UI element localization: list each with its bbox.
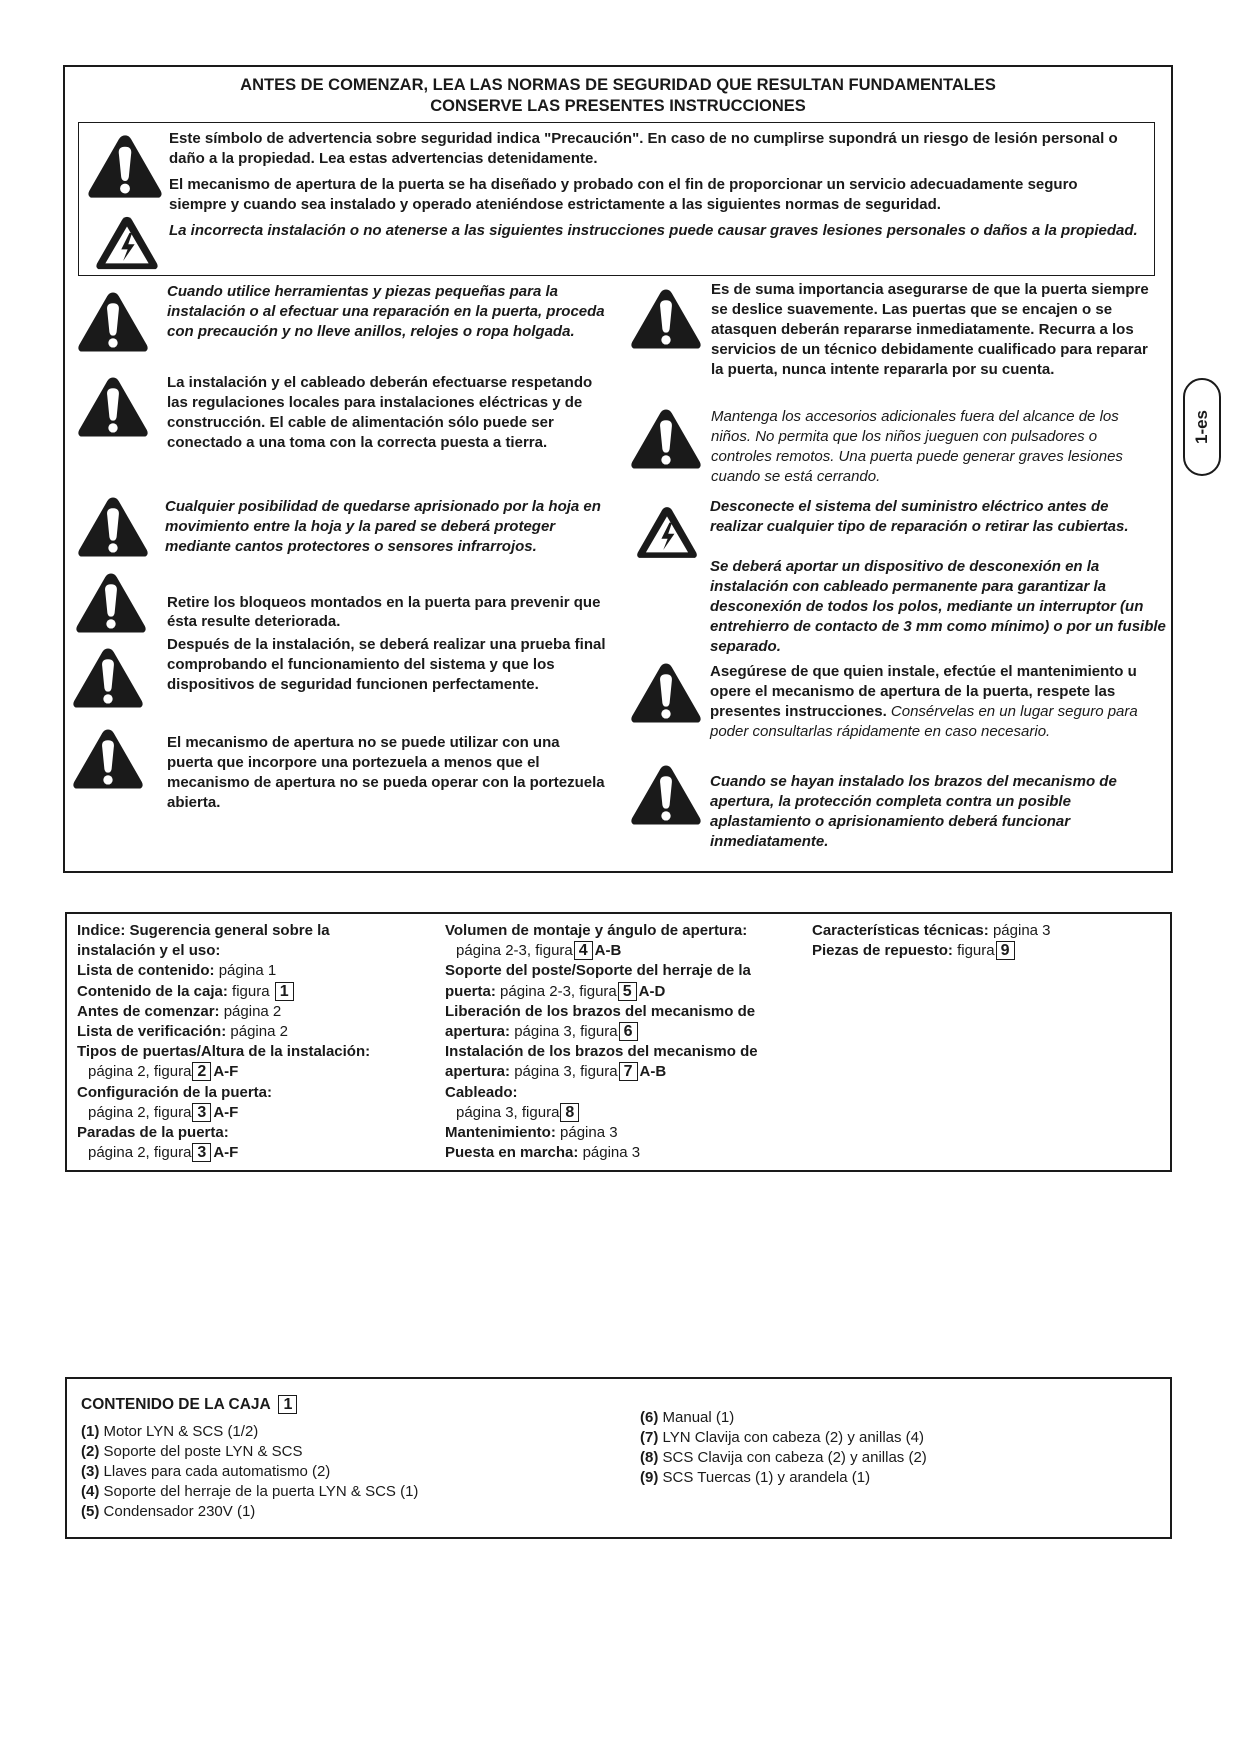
warning-triangle-icon: [77, 375, 149, 439]
index-ref-door-stops: página 2, figura 3 A-F: [88, 1144, 239, 1162]
warning-triangle-icon: [72, 646, 144, 710]
index-item-arm-install[interactable]: Instalación de los brazos del mecanismo de: [445, 1043, 758, 1061]
index-ref-arm-install: apertura: página 3, figura 7 A-B: [445, 1063, 667, 1081]
index-item-contents-list[interactable]: Lista de contenido: página 1: [77, 962, 277, 980]
contents-list-right: [640, 1408, 927, 1488]
right-warning-instructions: [710, 662, 1160, 742]
figure-ref: 5: [618, 982, 637, 1001]
page-number-badge: 1-es: [1183, 378, 1221, 476]
index-box: [65, 912, 1172, 1172]
index-heading-1: Indice: Sugerencia general sobre la: [77, 922, 330, 939]
index-item-wiring[interactable]: Cableado:: [445, 1083, 518, 1101]
intro-paragraph-2: El mecanismo de apertura de la puerta se ha diseñado y probado con el fin de proporcionar un servicio adecuadamente seguro siempre y cuando sea instalado y operado ateniéndose estrictamente a las siguientes normas de seguridad.: [169, 176, 1078, 213]
index-ref-post-bracket: puerta: página 2-3, figura 5 A-D: [445, 982, 666, 1000]
warning-triangle-icon: [630, 287, 702, 351]
index-item-door-stops[interactable]: Paradas de la puerta:: [77, 1124, 229, 1142]
right-warning-disconnect: Desconecte el sistema del suministro eléctrico antes de realizar cualquier tipo de reparación o retirar las cubiertas.: [710, 498, 1129, 535]
index-item-startup[interactable]: Puesta en marcha: página 3: [445, 1144, 641, 1162]
contents-title: CONTENIDO DE LA CAJA 1: [81, 1395, 299, 1415]
list-item: (9) SCS Tuercas (1) y arandela (1): [640, 1469, 871, 1486]
left-warning-entrapment: Cualquier posibilidad de quedarse aprisionado por la hoja en movimiento entre la hoja y la pared se deberá proteger mediante cantos protectores o sensores infrarrojos.: [165, 498, 601, 555]
index-item-spare-parts[interactable]: Piezas de repuesto: figura 9: [812, 941, 1051, 961]
left-warning-locks: Retire los bloqueos montados en la puerta para prevenir que ésta resulte deteriorada.: [167, 594, 601, 630]
list-item: (4) Soporte del herraje de la puerta LYN & SCS (1): [81, 1483, 419, 1500]
warning-triangle-icon: [77, 290, 149, 354]
figure-ref: 3: [192, 1103, 211, 1122]
safety-title-line1: ANTES DE COMENZAR, LEA LAS NORMAS DE SEGURIDAD QUE RESULTAN FUNDAMENTALES: [240, 76, 996, 94]
index-ref-arm-release: apertura: página 3, figura 6: [445, 1022, 758, 1042]
list-item: (3) Llaves para cada automatismo (2): [81, 1463, 331, 1480]
index-item-box-contents[interactable]: Contenido de la caja: figura 1: [77, 982, 370, 1002]
right-warning-children: Mantenga los accesorios adicionales fuera del alcance de los niños. No permita que los niños jueguen con pulsadores o controles remotos. Una puerta puede generar graves lesiones cuando se está cerrando.: [711, 408, 1123, 485]
warning-triangle-icon: [630, 407, 702, 471]
index-item-tech-specs[interactable]: Características técnicas: página 3: [812, 922, 1051, 939]
left-warning-wicket-door: El mecanismo de apertura no se puede utilizar con una puerta que incorpore una portezuela a menos que el mecanismo de apertura no se pueda operar con la portezuela abierta.: [167, 734, 605, 811]
list-item: (5) Condensador 230V (1): [81, 1503, 256, 1520]
safety-box: [63, 65, 1173, 873]
list-item: (8) SCS Clavija con cabeza (2) y anillas (2): [640, 1449, 927, 1466]
index-item-door-config[interactable]: Configuración de la puerta:: [77, 1083, 273, 1101]
index-item-checklist[interactable]: Lista de verificación: página 2: [77, 1023, 288, 1041]
index-item-arm-release[interactable]: Liberación de los brazos del mecanismo de: [445, 1002, 756, 1020]
figure-ref: 6: [619, 1022, 638, 1041]
intro-paragraph-1: Este símbolo de advertencia sobre seguridad indica "Precaución". En caso de no cumplirse supondrá un riesgo de lesión personal o daño a la propiedad. Lea estas advertencias detenidamente.: [169, 130, 1118, 167]
right-warning-disconnect-device: Se deberá aportar un dispositivo de desconexión en la instalación con cableado permanente para garantizar la desconexión de todos los polos, mediante un interruptor (un entrehierro de contacto de 3 mm como mínimo) o por un fusible separado.: [710, 558, 1166, 655]
electrical-hazard-icon: [95, 215, 159, 271]
index-column-2: [445, 921, 758, 1163]
figure-ref: 9: [996, 941, 1015, 960]
left-warning-final-test: Después de la instalación, se deberá realizar una prueba final comprobando el funcionamiento del sistema y que los dispositivos de seguridad funcionen perfectamente.: [167, 636, 606, 693]
warning-triangle-icon: [75, 571, 147, 635]
right-warning-instructions-italic: Consérvelas en un lugar seguro para poder consultarlas rápidamente en caso necesario.: [710, 703, 1138, 740]
contents-box: [65, 1377, 1172, 1539]
left-warning-wiring: La instalación y el cableado deberán efectuarse respetando las regulaciones locales para instalaciones eléctricas y de construcción. El cable de alimentación sólo puede ser conectado a una toma con la correcta puesta a tierra.: [167, 374, 593, 451]
figure-ref: 1: [275, 982, 294, 1001]
contents-list-left: [81, 1422, 418, 1522]
index-ref-door-types: página 2, figura 2 A-F: [88, 1063, 239, 1081]
index-ref-door-config: página 2, figura 3 A-F: [88, 1103, 239, 1121]
electrical-hazard-icon: [636, 505, 698, 560]
index-item-door-types[interactable]: Tipos de puertas/Altura de la instalación:: [77, 1043, 371, 1061]
index-item-post-bracket[interactable]: Soporte del poste/Soporte del herraje de la: [445, 962, 751, 980]
figure-ref: 8: [560, 1103, 579, 1122]
index-item-before-start[interactable]: Antes de comenzar: página 2: [77, 1002, 282, 1020]
list-item: (2) Soporte del poste LYN & SCS: [81, 1443, 303, 1460]
intro-box: [78, 122, 1155, 276]
safety-title-line2: CONSERVE LAS PRESENTES INSTRUCCIONES: [430, 97, 806, 115]
index-item-maintenance[interactable]: Mantenimiento: página 3: [445, 1124, 618, 1142]
warning-triangle-icon: [72, 727, 144, 791]
index-item-mounting[interactable]: Volumen de montaje y ángulo de apertura:: [445, 922, 748, 939]
warning-triangle-icon: [630, 661, 702, 725]
right-warning-arms-installed: Cuando se hayan instalado los brazos del mecanismo de apertura, la protección completa contra un posible aplastamiento o aprisionamiento deberá funcionar inmediatamente.: [710, 773, 1117, 850]
figure-ref: 1: [278, 1395, 297, 1414]
figure-ref: 7: [619, 1062, 638, 1081]
index-column-1: [77, 921, 370, 1163]
list-item: (7) LYN Clavija con cabeza (2) y anillas (4): [640, 1429, 925, 1446]
right-warning-instructions-bold: Asegúrese de que quien instale, efectúe el mantenimiento u opere el mecanismo de apertura de la puerta, respete las presentes instrucciones.: [710, 663, 1137, 720]
warning-triangle-icon: [77, 495, 149, 559]
figure-ref: 3: [192, 1143, 211, 1162]
index-column-3: [812, 921, 1051, 961]
list-item: (6) Manual (1): [640, 1409, 735, 1426]
index-ref-wiring: página 3, figura 8: [445, 1103, 758, 1123]
list-item: (1) Motor LYN & SCS (1/2): [81, 1423, 259, 1440]
figure-ref: 4: [574, 941, 593, 960]
index-ref-mounting: página 2-3, figura 4 A-B: [456, 942, 622, 960]
figure-ref: 2: [192, 1062, 211, 1081]
intro-paragraph-3: La incorrecta instalación o no atenerse a las siguientes instrucciones puede causar graves lesiones personales o daños a la propiedad.: [169, 222, 1138, 239]
index-heading-2: instalación y el uso:: [77, 942, 221, 960]
warning-triangle-icon: [630, 763, 702, 827]
left-warning-tools: Cuando utilice herramientas y piezas pequeñas para la instalación o al efectuar una reparación en la puerta, proceda con precaución y no lleve anillos, relojes o ropa holgada.: [167, 283, 605, 340]
right-warning-door-sliding: Es de suma importancia asegurarse de que la puerta siempre se deslice suavemente. Las puertas que se encajen o se atasquen deberán repararse inmediatamente. Recurra a los servicios de un técnico debidamente cualificado para reparar la puerta, nunca intente repararla por su cuenta.: [711, 281, 1149, 378]
warning-triangle-icon: [87, 133, 163, 200]
